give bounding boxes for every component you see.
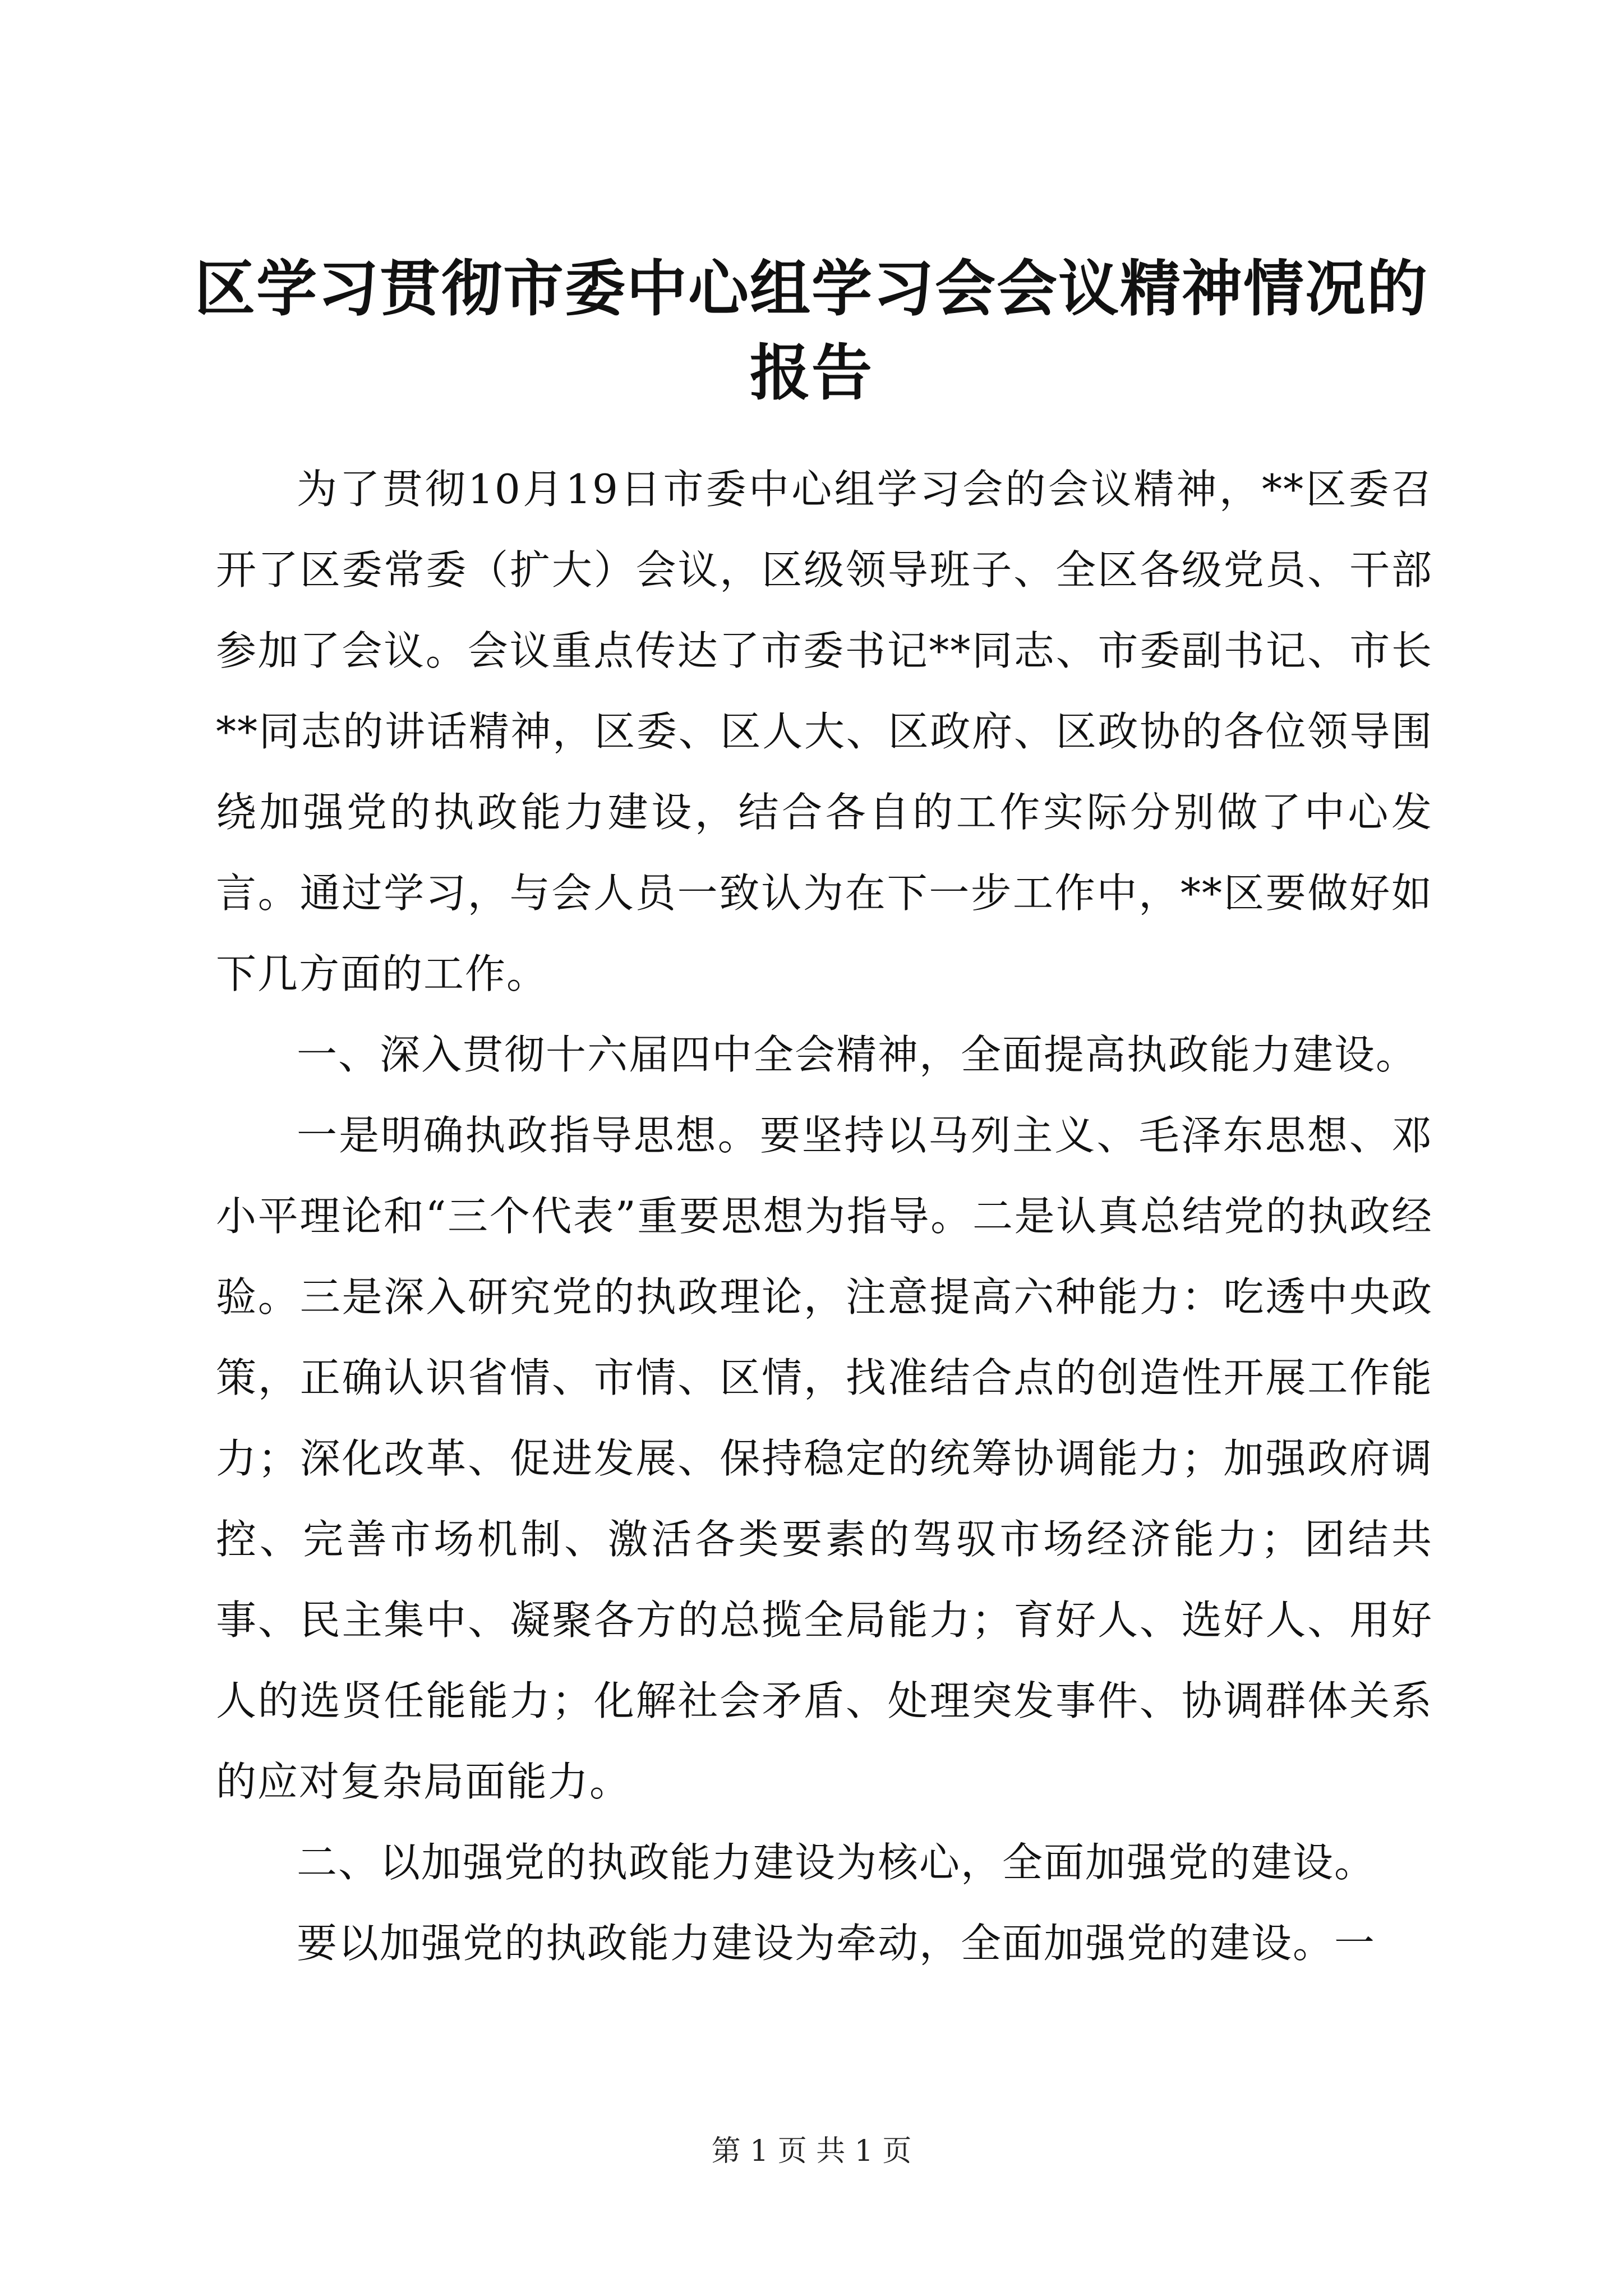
body-paragraph-3: 一是明确执政指导思想。要坚持以马列主义、毛泽东思想、邓小平理论和“三个代表”重要思想为指导。二是认真总结党的执政经验。三是深入研究党的执政理论，注意提高六种能力：吃透中央政策，正确认识省情、市情、区情，找准结合点的创造性开展工作能力；深化改革、促进发展、保持稳定的统筹协调能力；加强政府调控、完善市场机制、激活各类要素的驾驭市场经济能力；团结共事、民主集中、凝聚各方的总揽全局能力；育好人、选好人、用好人的选贤任能能力；化解社会矛盾、处理突发事件、协调群体关系的应对复杂局面能力。 — [216, 1112, 1433, 1805]
body-paragraph-4: 二、以加强党的执政能力建设为核心，全面加强党的建设。 — [297, 1839, 1376, 1886]
body-paragraph-5: 要以加强党的执政能力建设为牵动，全面加强党的建设。一 — [297, 1920, 1376, 1967]
body-paragraph-1: 为了贯彻10月19日市委中心组学习会的会议精神，**区委召开了区委常委（扩大）会议，区级领导班子、全区各级党员、干部参加了会议。会议重点传达了市委书记**同志、市委副书记、市长**同志的讲话精神，区委、区人大、区政府、区政协的各位领导围绕加强党的执政能力建设，结合各自的工作实际分别做了中心发言。通过学习，与会人员一致认为在下一步工作中，**区要做好如下几方面的工作。 — [216, 466, 1433, 997]
document-title — [168, 247, 1455, 415]
body-paragraph-2: 一、深入贯彻十六届四中全会精神，全面提高执政能力建设。 — [297, 1031, 1418, 1078]
page-footer — [0, 2132, 1623, 2171]
document-title-line-2: 报告 — [749, 338, 873, 408]
document-body — [216, 449, 1433, 1984]
page-number-text: 第 1 页 共 1 页 — [711, 2134, 912, 2168]
document-title-line-1: 区学习贯彻市委中心组学习会会议精神情况的 — [194, 254, 1428, 324]
